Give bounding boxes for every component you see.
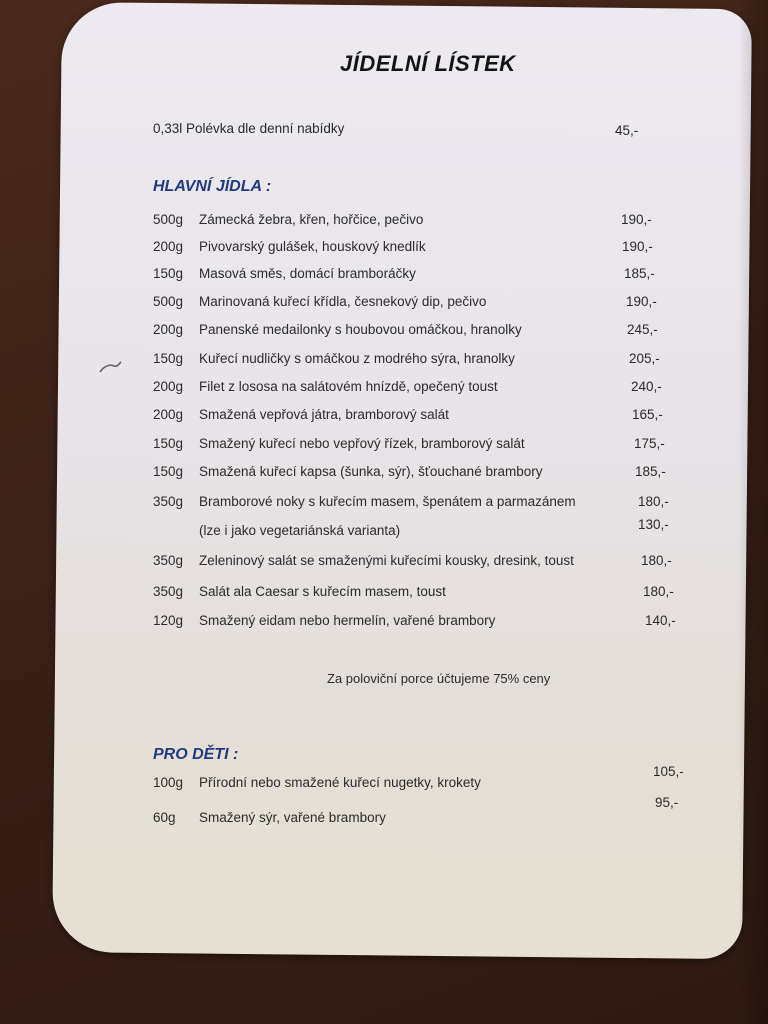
kids-heading: PRO DĚTI : xyxy=(153,746,239,763)
item-name: Kuřecí nudličky s omáčkou z modrého sýra, hranolky xyxy=(199,351,515,366)
vegetarian-variant-price: 130,- xyxy=(638,517,669,532)
item-name: Masová směs, domácí bramboráčky xyxy=(199,266,416,281)
item-name: Pivovarský gulášek, houskový knedlík xyxy=(199,239,426,254)
item-price: 240,- xyxy=(631,379,662,394)
half-portion-note: Za poloviční porce účtujeme 75% ceny xyxy=(327,671,551,686)
item-name: Bramborové noky s kuřecím masem, špenátem a parmazánem xyxy=(199,494,576,509)
item-weight: 350g xyxy=(153,584,184,599)
item-weight: 60g xyxy=(153,810,176,825)
item-price: 180,- xyxy=(643,584,674,599)
item-weight: 100g xyxy=(153,775,184,790)
item-weight: 200g xyxy=(153,239,184,254)
item-name: Smažený kuřecí nebo vepřový řízek, bramborový salát xyxy=(199,436,525,451)
item-name: Zámecká žebra, křen, hořčice, pečivo xyxy=(199,212,424,227)
item-weight: 500g xyxy=(153,294,184,309)
item-weight: 120g xyxy=(153,613,184,628)
item-price: 185,- xyxy=(635,464,666,479)
item-name: Přírodní nebo smažené kuřecí nugetky, krokety xyxy=(199,775,481,790)
item-price: 175,- xyxy=(634,436,665,451)
table-edge-shadow xyxy=(738,0,768,1024)
item-name: Panenské medailonky s houbovou omáčkou, hranolky xyxy=(199,322,522,337)
item-weight: 150g xyxy=(153,436,184,451)
item-name: Zeleninový salát se smaženými kuřecími kousky, dresink, toust xyxy=(199,553,574,568)
item-price: 185,- xyxy=(624,266,655,281)
item-price: 190,- xyxy=(626,294,657,309)
item-weight: 150g xyxy=(153,266,184,281)
item-weight: 150g xyxy=(153,464,184,479)
item-name: Marinovaná kuřecí křídla, česnekový dip, pečivo xyxy=(199,294,487,309)
item-weight: 200g xyxy=(153,407,184,422)
item-price: 105,- xyxy=(653,764,684,779)
item-price: 165,- xyxy=(632,407,663,422)
item-price: 180,- xyxy=(641,553,672,568)
item-price: 95,- xyxy=(655,795,679,810)
item-price: 180,- xyxy=(638,494,669,509)
item-name: Smažená kuřecí kapsa (šunka, sýr), šťouchané brambory xyxy=(199,464,543,479)
item-name: Smažený sýr, vařené brambory xyxy=(199,810,386,825)
item-price: 190,- xyxy=(622,239,653,254)
item-price: 205,- xyxy=(629,351,660,366)
item-name: Smažený eidam nebo hermelín, vařené brambory xyxy=(199,613,496,628)
item-price: 190,- xyxy=(621,212,652,227)
soup-price: 45,- xyxy=(615,123,639,138)
item-name: Smažená vepřová játra, bramborový salát xyxy=(199,407,449,422)
item-weight: 200g xyxy=(153,322,184,337)
item-price: 245,- xyxy=(627,322,658,337)
item-weight: 150g xyxy=(153,351,184,366)
pencil-mark xyxy=(98,358,124,378)
soup-name: 0,33l Polévka dle denní nabídky xyxy=(153,121,345,136)
vegetarian-variant: (lze i jako vegetariánská varianta) xyxy=(199,523,401,538)
menu-title: JÍDELNÍ LÍSTEK xyxy=(340,51,516,76)
item-price: 140,- xyxy=(645,613,676,628)
item-name: Salát ala Caesar s kuřecím masem, toust xyxy=(199,584,446,599)
item-name: Filet z lososa na salátovém hnízdě, opečený toust xyxy=(199,379,498,394)
item-weight: 200g xyxy=(153,379,184,394)
item-weight: 350g xyxy=(153,494,184,509)
main-dishes-heading: HLAVNÍ JÍDLA : xyxy=(153,178,272,195)
item-weight: 500g xyxy=(153,212,184,227)
item-weight: 350g xyxy=(153,553,184,568)
